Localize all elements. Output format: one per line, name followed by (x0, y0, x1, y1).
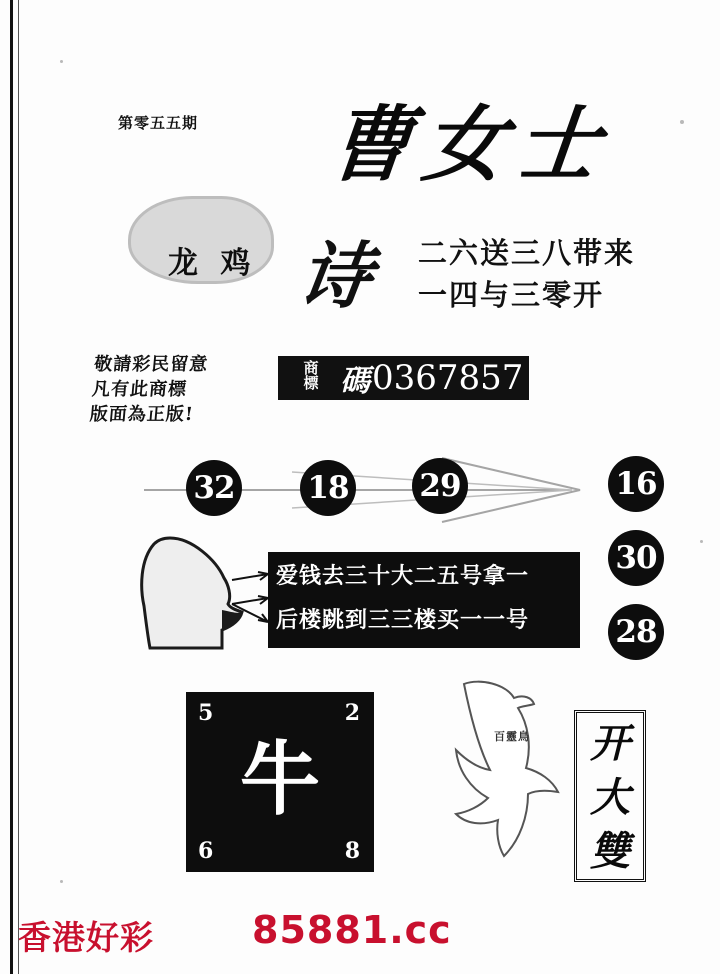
square-number-top-left: 5 (198, 700, 214, 726)
pointer-arrows-icon (228, 570, 272, 632)
number-ball: 32 (186, 460, 242, 516)
number-ball: 28 (608, 604, 664, 660)
vertical-slogan-char-3: 雙 (590, 828, 630, 875)
number-ball: 30 (608, 530, 664, 586)
message-line-2: 后楼跳到三三楼买一一号 (276, 608, 530, 633)
speckle (700, 540, 703, 543)
code-block (338, 356, 529, 400)
stamp-line-2: 標 (303, 374, 319, 392)
code-label: 碼 (340, 364, 370, 399)
dove-icon (436, 676, 576, 866)
message-line-1: 爱钱去三十大二五号拿一 (276, 564, 530, 589)
notice-block (89, 352, 210, 427)
square-number-top-right: 2 (344, 700, 360, 726)
code-digits: 0367857 (372, 358, 524, 398)
poem-line-1: 二六送三八带来 (418, 236, 636, 270)
notice-line-1: 敬請彩民留意 (93, 354, 210, 375)
zodiac-square-panel (186, 692, 374, 872)
square-number-bottom-right: 8 (344, 838, 360, 864)
speckle (60, 60, 63, 63)
number-ball: 16 (608, 456, 664, 512)
page-title: 曹女士 (324, 97, 617, 193)
speckle (680, 120, 684, 124)
square-center-character: 牛 (240, 732, 320, 826)
zodiac-hint: 龙 鸡 (168, 246, 257, 281)
vertical-slogan-char-2: 大 (590, 774, 630, 821)
poem-line-2: 一四与三零开 (418, 278, 605, 312)
left-border-strip (10, 0, 13, 974)
stamp-line-1: 商 (303, 359, 319, 377)
message-box (268, 552, 580, 648)
vertical-slogan-char-1: 开 (590, 720, 630, 767)
issue-label: 第零五五期 (118, 114, 199, 132)
number-ball: 18 (300, 460, 356, 516)
speckle (60, 880, 63, 883)
poem-block (418, 232, 635, 316)
poem-character: 诗 (293, 233, 378, 318)
notice-line-3: 版面為正版! (88, 404, 195, 425)
number-ball: 29 (412, 458, 468, 514)
vertical-slogan-frame (574, 710, 646, 882)
left-border-strip-thin (18, 0, 19, 974)
notice-line-2: 凡有此商標 (91, 379, 188, 400)
footer-brand: 香港好彩 (18, 918, 154, 957)
dove-label: 百靈鳥 (494, 730, 530, 743)
square-number-bottom-left: 6 (198, 838, 214, 864)
trademark-stamp (278, 356, 344, 400)
footer-site: 85881.cc (252, 908, 452, 952)
